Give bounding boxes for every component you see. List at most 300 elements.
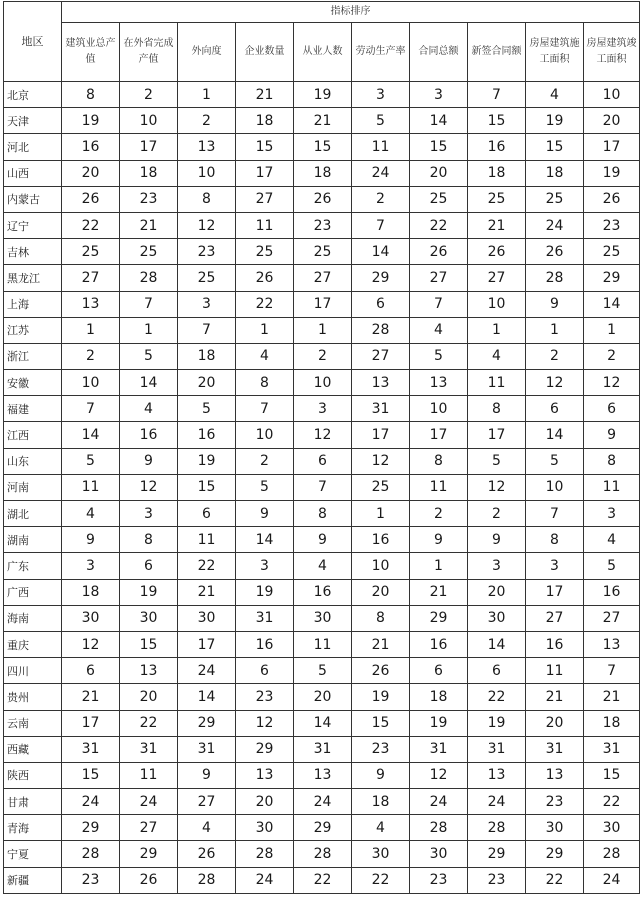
- rank-cell: 13: [468, 762, 526, 788]
- rank-cell: 10: [410, 396, 468, 422]
- rank-cell: 4: [468, 343, 526, 369]
- rank-cell: 29: [120, 841, 178, 867]
- table-row: [4, 605, 640, 631]
- rank-cell: 31: [584, 736, 640, 762]
- rank-cell: 14: [178, 684, 236, 710]
- rank-cell: 18: [584, 710, 640, 736]
- table-row: [4, 867, 640, 893]
- rank-cell: 5: [62, 448, 120, 474]
- region-header: 地区: [4, 2, 62, 82]
- table-row: [4, 762, 640, 788]
- rank-cell: 6: [178, 501, 236, 527]
- rank-cell: 27: [352, 343, 410, 369]
- column-header: 从业人数: [294, 23, 352, 82]
- rank-cell: 12: [468, 474, 526, 500]
- rank-cell: 19: [352, 684, 410, 710]
- rank-cell: 1: [120, 317, 178, 343]
- rank-cell: 3: [236, 553, 294, 579]
- table-row: [4, 841, 640, 867]
- rank-cell: 10: [62, 370, 120, 396]
- rank-cell: 24: [178, 658, 236, 684]
- rank-cell: 30: [178, 605, 236, 631]
- rank-cell: 14: [584, 291, 640, 317]
- rank-cell: 16: [236, 631, 294, 657]
- rank-cell: 9: [236, 501, 294, 527]
- rank-cell: 10: [294, 370, 352, 396]
- rank-cell: 29: [584, 265, 640, 291]
- rank-cell: 16: [410, 631, 468, 657]
- rank-cell: 20: [294, 684, 352, 710]
- rank-cell: 8: [178, 186, 236, 212]
- table-row: [4, 501, 640, 527]
- rank-cell: 21: [120, 212, 178, 238]
- rank-cell: 9: [526, 291, 584, 317]
- rank-cell: 19: [584, 160, 640, 186]
- rank-cell: 23: [294, 212, 352, 238]
- region-name-cell: 上海: [4, 291, 62, 317]
- rank-cell: 24: [410, 789, 468, 815]
- rank-cell: 8: [62, 82, 120, 108]
- rank-cell: 5: [526, 448, 584, 474]
- region-name-cell: 北京: [4, 82, 62, 108]
- region-name-cell: 陕西: [4, 762, 62, 788]
- rank-cell: 27: [410, 265, 468, 291]
- column-header: 建筑业总产值: [62, 23, 120, 82]
- rank-cell: 5: [236, 474, 294, 500]
- rank-cell: 29: [468, 841, 526, 867]
- table-row: [4, 815, 640, 841]
- region-name-cell: 黑龙江: [4, 265, 62, 291]
- region-name-cell: 浙江: [4, 343, 62, 369]
- rank-cell: 3: [468, 553, 526, 579]
- rank-cell: 9: [294, 527, 352, 553]
- rank-cell: 23: [584, 212, 640, 238]
- rank-cell: 7: [468, 82, 526, 108]
- table-row: [4, 239, 640, 265]
- rank-cell: 12: [236, 710, 294, 736]
- column-header: 企业数量: [236, 23, 294, 82]
- region-name-cell: 山东: [4, 448, 62, 474]
- rank-cell: 7: [62, 396, 120, 422]
- rank-cell: 10: [584, 82, 640, 108]
- rank-cell: 31: [468, 736, 526, 762]
- rank-cell: 4: [352, 815, 410, 841]
- table-row: [4, 789, 640, 815]
- rank-cell: 13: [584, 631, 640, 657]
- rank-cell: 13: [62, 291, 120, 317]
- rank-cell: 17: [294, 291, 352, 317]
- column-header: 新签合同额: [468, 23, 526, 82]
- rank-cell: 2: [62, 343, 120, 369]
- rank-cell: 4: [526, 82, 584, 108]
- rank-cell: 16: [62, 134, 120, 160]
- rank-cell: 31: [178, 736, 236, 762]
- rank-cell: 7: [120, 291, 178, 317]
- rank-cell: 20: [120, 684, 178, 710]
- rank-cell: 1: [62, 317, 120, 343]
- rank-cell: 29: [526, 841, 584, 867]
- region-name-cell: 安徽: [4, 370, 62, 396]
- rank-cell: 20: [526, 710, 584, 736]
- rank-cell: 17: [352, 422, 410, 448]
- column-header: 外向度: [178, 23, 236, 82]
- rank-cell: 2: [236, 448, 294, 474]
- region-name-cell: 海南: [4, 605, 62, 631]
- region-name-cell: 云南: [4, 710, 62, 736]
- rank-cell: 11: [410, 474, 468, 500]
- rank-cell: 16: [468, 134, 526, 160]
- rank-cell: 3: [120, 501, 178, 527]
- table-row: [4, 474, 640, 500]
- rank-cell: 3: [526, 553, 584, 579]
- rank-cell: 16: [584, 579, 640, 605]
- rank-cell: 17: [584, 134, 640, 160]
- rank-cell: 14: [352, 239, 410, 265]
- table-row: [4, 265, 640, 291]
- rank-cell: 18: [236, 108, 294, 134]
- region-name-cell: 甘肃: [4, 789, 62, 815]
- rank-cell: 29: [294, 815, 352, 841]
- rank-cell: 29: [352, 265, 410, 291]
- rank-cell: 20: [352, 579, 410, 605]
- region-name-cell: 重庆: [4, 631, 62, 657]
- table-row: [4, 658, 640, 684]
- rank-cell: 16: [352, 527, 410, 553]
- rank-cell: 7: [178, 317, 236, 343]
- rank-cell: 19: [178, 448, 236, 474]
- rank-cell: 24: [62, 789, 120, 815]
- rank-cell: 21: [410, 579, 468, 605]
- rank-cell: 22: [468, 684, 526, 710]
- rank-cell: 3: [62, 553, 120, 579]
- rank-cell: 8: [526, 527, 584, 553]
- region-name-cell: 贵州: [4, 684, 62, 710]
- rank-cell: 28: [294, 841, 352, 867]
- rank-cell: 24: [120, 789, 178, 815]
- rank-cell: 11: [236, 212, 294, 238]
- rank-cell: 4: [62, 501, 120, 527]
- rank-cell: 7: [584, 658, 640, 684]
- rank-cell: 25: [178, 265, 236, 291]
- rank-cell: 5: [468, 448, 526, 474]
- rank-cell: 28: [178, 867, 236, 893]
- rank-cell: 27: [584, 605, 640, 631]
- rank-cell: 20: [584, 108, 640, 134]
- rank-cell: 24: [294, 789, 352, 815]
- rank-cell: 25: [62, 239, 120, 265]
- rank-cell: 23: [236, 684, 294, 710]
- rank-cell: 13: [352, 370, 410, 396]
- rank-cell: 26: [526, 239, 584, 265]
- rank-cell: 25: [584, 239, 640, 265]
- rank-cell: 14: [62, 422, 120, 448]
- rank-cell: 9: [120, 448, 178, 474]
- rank-cell: 11: [584, 474, 640, 500]
- rank-cell: 26: [294, 186, 352, 212]
- rank-cell: 21: [468, 212, 526, 238]
- rank-cell: 27: [178, 789, 236, 815]
- rank-cell: 19: [526, 108, 584, 134]
- rank-cell: 22: [62, 212, 120, 238]
- rank-cell: 8: [410, 448, 468, 474]
- rank-cell: 11: [468, 370, 526, 396]
- table-row: [4, 343, 640, 369]
- region-name-cell: 辽宁: [4, 212, 62, 238]
- rank-cell: 12: [178, 212, 236, 238]
- rank-cell: 23: [62, 867, 120, 893]
- rank-cell: 25: [410, 186, 468, 212]
- rank-cell: 20: [468, 579, 526, 605]
- region-name-cell: 天津: [4, 108, 62, 134]
- rank-cell: 31: [294, 736, 352, 762]
- region-name-cell: 河南: [4, 474, 62, 500]
- rank-cell: 7: [294, 474, 352, 500]
- rank-cell: 15: [584, 762, 640, 788]
- rank-cell: 13: [410, 370, 468, 396]
- rank-cell: 10: [120, 108, 178, 134]
- rank-cell: 13: [236, 762, 294, 788]
- rank-cell: 8: [236, 370, 294, 396]
- rank-cell: 28: [120, 265, 178, 291]
- rank-cell: 11: [62, 474, 120, 500]
- region-name-cell: 广东: [4, 553, 62, 579]
- rank-cell: 27: [120, 815, 178, 841]
- rank-cell: 28: [236, 841, 294, 867]
- table-row: [4, 108, 640, 134]
- rank-cell: 15: [62, 762, 120, 788]
- table-row: [4, 82, 640, 108]
- rank-cell: 13: [294, 762, 352, 788]
- rank-cell: 26: [62, 186, 120, 212]
- rank-cell: 22: [410, 212, 468, 238]
- rank-cell: 16: [526, 631, 584, 657]
- rank-cell: 19: [62, 108, 120, 134]
- table-row: [4, 684, 640, 710]
- rank-cell: 8: [468, 396, 526, 422]
- rank-cell: 4: [584, 527, 640, 553]
- rank-cell: 21: [236, 82, 294, 108]
- rank-cell: 13: [178, 134, 236, 160]
- rank-cell: 11: [120, 762, 178, 788]
- rank-cell: 3: [584, 501, 640, 527]
- rank-cell: 5: [352, 108, 410, 134]
- rank-cell: 18: [178, 343, 236, 369]
- rank-cell: 30: [294, 605, 352, 631]
- rank-cell: 6: [62, 658, 120, 684]
- rank-cell: 12: [62, 631, 120, 657]
- rank-cell: 15: [294, 134, 352, 160]
- table-row: [4, 396, 640, 422]
- rank-cell: 23: [178, 239, 236, 265]
- rank-cell: 18: [526, 160, 584, 186]
- rank-cell: 20: [62, 160, 120, 186]
- rank-cell: 6: [294, 448, 352, 474]
- rank-cell: 19: [294, 82, 352, 108]
- rank-cell: 26: [120, 867, 178, 893]
- rank-cell: 17: [410, 422, 468, 448]
- rank-cell: 30: [120, 605, 178, 631]
- rank-cell: 7: [236, 396, 294, 422]
- rank-cell: 23: [120, 186, 178, 212]
- rank-cell: 1: [178, 82, 236, 108]
- rank-cell: 2: [410, 501, 468, 527]
- rank-cell: 1: [352, 501, 410, 527]
- rank-cell: 15: [468, 108, 526, 134]
- rank-cell: 30: [236, 815, 294, 841]
- rank-cell: 2: [294, 343, 352, 369]
- rank-cell: 22: [120, 710, 178, 736]
- rank-cell: 17: [236, 160, 294, 186]
- rank-cell: 28: [584, 841, 640, 867]
- rank-cell: 9: [410, 527, 468, 553]
- rank-cell: 1: [236, 317, 294, 343]
- rank-cell: 23: [468, 867, 526, 893]
- rank-cell: 27: [294, 265, 352, 291]
- rank-cell: 3: [178, 291, 236, 317]
- rank-cell: 31: [62, 736, 120, 762]
- rank-cell: 22: [584, 789, 640, 815]
- table-row: [4, 527, 640, 553]
- region-name-cell: 江苏: [4, 317, 62, 343]
- rank-cell: 24: [352, 160, 410, 186]
- rank-cell: 12: [584, 370, 640, 396]
- rank-cell: 17: [120, 134, 178, 160]
- rank-cell: 14: [294, 710, 352, 736]
- rank-cell: 15: [236, 134, 294, 160]
- rank-cell: 21: [526, 684, 584, 710]
- ranking-table: [3, 1, 640, 894]
- table-row: [4, 291, 640, 317]
- rank-cell: 4: [236, 343, 294, 369]
- rank-cell: 3: [410, 82, 468, 108]
- rank-cell: 3: [294, 396, 352, 422]
- table-header: [4, 2, 640, 82]
- rank-cell: 2: [584, 343, 640, 369]
- table-row: [4, 160, 640, 186]
- region-name-cell: 新疆: [4, 867, 62, 893]
- rank-cell: 8: [120, 527, 178, 553]
- rank-cell: 17: [178, 631, 236, 657]
- rank-cell: 4: [294, 553, 352, 579]
- table-row: [4, 579, 640, 605]
- rank-cell: 1: [410, 553, 468, 579]
- rank-cell: 2: [178, 108, 236, 134]
- rank-cell: 24: [584, 867, 640, 893]
- rank-cell: 6: [120, 553, 178, 579]
- rank-cell: 20: [410, 160, 468, 186]
- rank-cell: 25: [236, 239, 294, 265]
- rank-cell: 28: [526, 265, 584, 291]
- rank-cell: 6: [236, 658, 294, 684]
- rank-cell: 9: [178, 762, 236, 788]
- rank-cell: 18: [468, 160, 526, 186]
- rank-cell: 9: [62, 527, 120, 553]
- rank-cell: 1: [584, 317, 640, 343]
- rank-cell: 11: [294, 631, 352, 657]
- region-name-cell: 福建: [4, 396, 62, 422]
- rank-cell: 2: [120, 82, 178, 108]
- region-name-cell: 内蒙古: [4, 186, 62, 212]
- rank-cell: 24: [236, 867, 294, 893]
- column-header: 合同总额: [410, 23, 468, 82]
- rank-cell: 20: [236, 789, 294, 815]
- table-row: [4, 317, 640, 343]
- rank-cell: 26: [178, 841, 236, 867]
- rank-cell: 27: [468, 265, 526, 291]
- column-header: 房屋建筑竣工面积: [584, 23, 640, 82]
- rank-cell: 2: [526, 343, 584, 369]
- region-name-cell: 青海: [4, 815, 62, 841]
- ranking-table-container: [3, 1, 639, 894]
- rank-cell: 6: [584, 396, 640, 422]
- rank-cell: 15: [352, 710, 410, 736]
- rank-cell: 30: [468, 605, 526, 631]
- rank-cell: 5: [120, 343, 178, 369]
- region-name-cell: 广西: [4, 579, 62, 605]
- rank-cell: 21: [352, 631, 410, 657]
- rank-cell: 7: [352, 212, 410, 238]
- rank-cell: 23: [526, 789, 584, 815]
- rank-cell: 9: [352, 762, 410, 788]
- rank-cell: 16: [120, 422, 178, 448]
- rank-cell: 31: [526, 736, 584, 762]
- rank-cell: 27: [526, 605, 584, 631]
- rank-cell: 10: [236, 422, 294, 448]
- rank-cell: 28: [62, 841, 120, 867]
- rank-cell: 11: [178, 527, 236, 553]
- rank-cell: 19: [120, 579, 178, 605]
- rank-cell: 24: [468, 789, 526, 815]
- rank-cell: 8: [352, 605, 410, 631]
- rank-cell: 6: [468, 658, 526, 684]
- rank-cell: 14: [236, 527, 294, 553]
- rank-cell: 30: [352, 841, 410, 867]
- rank-cell: 19: [468, 710, 526, 736]
- rank-cell: 19: [410, 710, 468, 736]
- region-name-cell: 江西: [4, 422, 62, 448]
- region-name-cell: 山西: [4, 160, 62, 186]
- rank-cell: 11: [352, 134, 410, 160]
- group-header: 指标排序: [62, 2, 640, 23]
- rank-cell: 7: [410, 291, 468, 317]
- rank-cell: 25: [120, 239, 178, 265]
- rank-cell: 26: [468, 239, 526, 265]
- table-row: [4, 422, 640, 448]
- rank-cell: 26: [584, 186, 640, 212]
- rank-cell: 30: [410, 841, 468, 867]
- rank-cell: 23: [410, 867, 468, 893]
- rank-cell: 18: [120, 160, 178, 186]
- rank-cell: 29: [236, 736, 294, 762]
- table-row: [4, 212, 640, 238]
- rank-cell: 18: [62, 579, 120, 605]
- table-row: [4, 448, 640, 474]
- rank-cell: 5: [294, 658, 352, 684]
- rank-cell: 12: [410, 762, 468, 788]
- rank-cell: 10: [526, 474, 584, 500]
- rank-cell: 22: [352, 867, 410, 893]
- rank-cell: 22: [236, 291, 294, 317]
- rank-cell: 18: [410, 684, 468, 710]
- rank-cell: 29: [178, 710, 236, 736]
- rank-cell: 22: [294, 867, 352, 893]
- rank-cell: 12: [294, 422, 352, 448]
- rank-cell: 6: [352, 291, 410, 317]
- rank-cell: 5: [178, 396, 236, 422]
- rank-cell: 28: [410, 815, 468, 841]
- rank-cell: 1: [294, 317, 352, 343]
- rank-cell: 4: [410, 317, 468, 343]
